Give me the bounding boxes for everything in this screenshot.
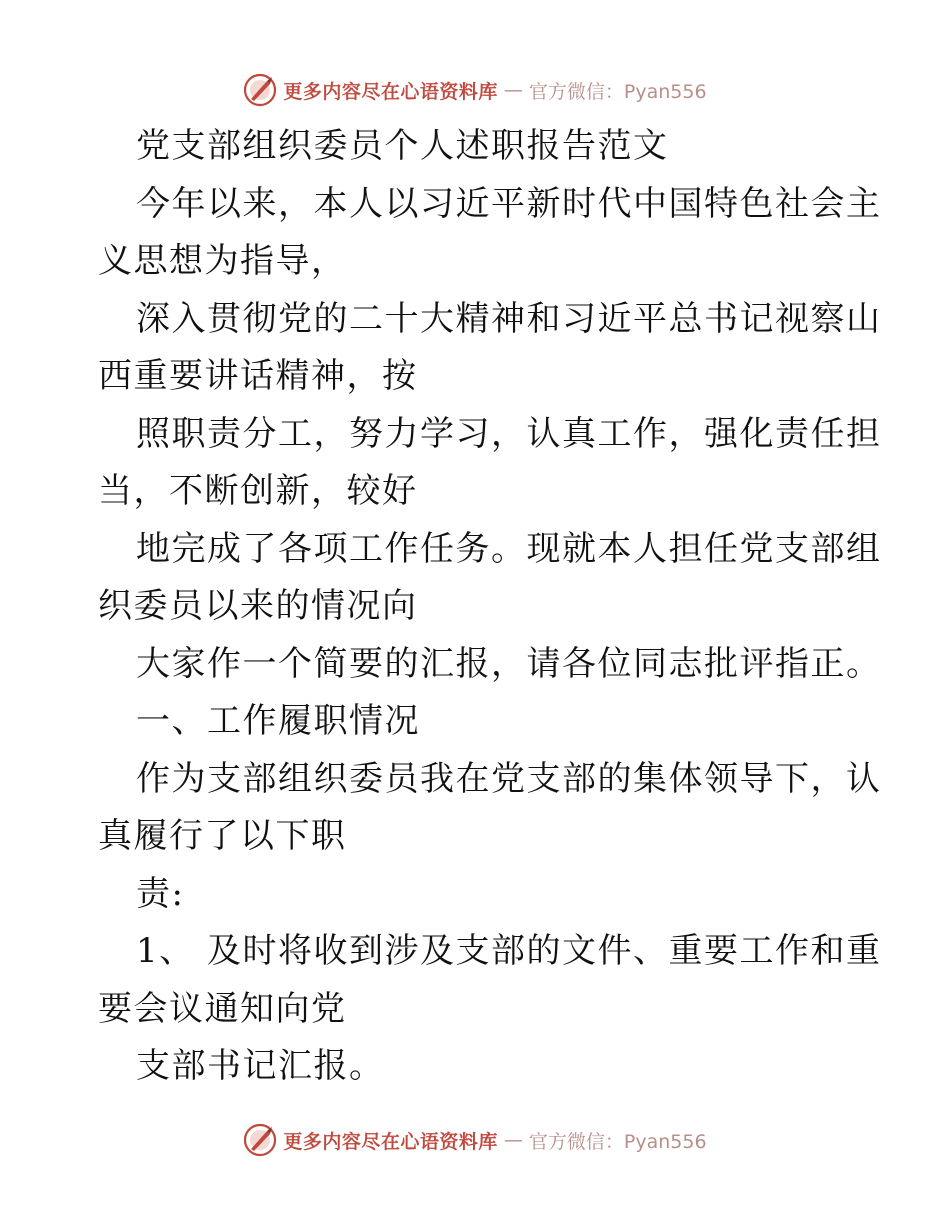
paragraph-line: 地完成了各项工作任务。现就本人担任党支部组 [136, 528, 882, 569]
footer-banner-text: 更多内容尽在心语资料库 [283, 1130, 498, 1153]
paragraph-line: 深入贯彻党的二十大精神和习近平总书记视察山 [136, 298, 882, 339]
footer-banner-wechat: 官方微信：Pyan556 [528, 1130, 707, 1153]
paragraph-line: 责: [136, 873, 185, 914]
list-item-line: 要会议通知向党 [98, 988, 347, 1029]
header-banner-wechat: 官方微信：Pyan556 [528, 80, 707, 103]
paragraph-line: 西重要讲话精神，按 [98, 356, 418, 396]
footer-banner-separator: — [503, 1129, 523, 1151]
paragraph-line: 当，不断创新，较好 [98, 471, 418, 511]
paragraph-line: 真履行了以下职 [98, 816, 347, 856]
quill-pen-logo-icon [243, 1123, 277, 1157]
document-title: 党支部组织委员个人述职报告范文 [136, 126, 669, 166]
paragraph-line: 今年以来，本人以习近平新时代中国特色社会主 [136, 183, 882, 224]
document-body [98, 118, 882, 1096]
quill-pen-logo-icon [243, 73, 277, 107]
paragraph-line: 义思想为指导， [98, 241, 347, 281]
paragraph-line: 织委员以来的情况向 [98, 586, 418, 626]
list-item-line: 1、 及时将收到涉及支部的文件、重要工作和重 [136, 931, 882, 971]
header-banner-text: 更多内容尽在心语资料库 [283, 80, 498, 103]
footer-banner [0, 1120, 950, 1160]
paragraph-line: 照职责分工，努力学习，认真工作，强化责任担 [136, 413, 882, 454]
paragraph-line: 大家作一个简要的汇报，请各位同志批评指正。 [136, 643, 882, 684]
section-heading: 一、工作履职情况 [136, 701, 420, 741]
list-item-line: 支部书记汇报。 [136, 1046, 385, 1086]
header-banner-separator: — [503, 79, 523, 101]
paragraph-line: 作为支部组织委员我在党支部的集体领导下，认 [136, 758, 882, 799]
header-banner [0, 70, 950, 110]
